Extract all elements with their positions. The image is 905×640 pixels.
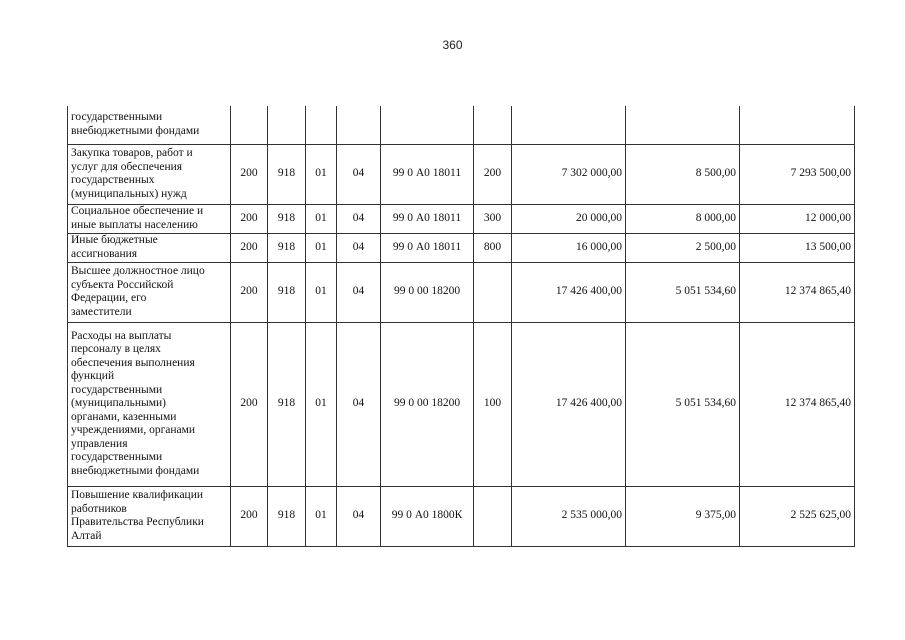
amount-remaining: 12 374 865,40 — [740, 322, 855, 486]
subsection-code: 04 — [337, 233, 381, 262]
section-code: 01 — [306, 204, 337, 233]
description-line: (муниципальных) нужд — [71, 187, 187, 200]
expense-type-code — [474, 262, 512, 322]
target-item-code: 99 0 А0 18011 — [381, 144, 474, 204]
amount-plan: 17 426 400,00 — [512, 322, 626, 486]
description-line: иные выплаты населению — [71, 218, 198, 231]
description-line: Федерации, его — [71, 292, 147, 304]
row-description — [68, 144, 231, 204]
subsection-code: 04 — [337, 322, 381, 486]
amount-executed: 5 051 534,60 — [626, 262, 740, 322]
row-description — [68, 106, 231, 144]
row-description — [68, 322, 231, 486]
amount-plan: 17 426 400,00 — [512, 262, 626, 322]
description-line: субъекта Российской — [71, 278, 174, 291]
ministry-code: 918 — [268, 322, 306, 486]
code-column: 200 — [231, 486, 268, 546]
row-description — [68, 233, 231, 262]
description-line: Социальное обеспечение и — [71, 205, 204, 217]
description-line: органами, казенными — [71, 410, 177, 423]
amount-plan: 2 535 000,00 — [512, 486, 626, 546]
table-row — [68, 322, 855, 486]
description-line: Закупка товаров, работ и — [71, 147, 193, 159]
ministry-code: 918 — [268, 486, 306, 546]
description-line: Алтай — [71, 529, 102, 542]
amount-remaining: 2 525 625,00 — [740, 486, 855, 546]
description-line: государственных — [71, 174, 155, 186]
description-line: (муниципальными) — [71, 397, 166, 410]
description-line: Правительства Республики — [71, 516, 204, 528]
page-number: 360 — [442, 38, 463, 52]
ministry-code: 918 — [268, 262, 306, 322]
amount-plan: 16 000,00 — [512, 233, 626, 262]
table-row — [68, 204, 855, 233]
table-row — [68, 106, 855, 144]
expense-type-code: 200 — [474, 144, 512, 204]
description-line: функций — [71, 370, 115, 383]
description-line: персоналу в целях — [71, 343, 161, 356]
expense-type-code — [474, 486, 512, 546]
ministry-code: 918 — [268, 144, 306, 204]
description-line: государственными — [71, 451, 163, 464]
amount-remaining: 13 500,00 — [740, 233, 855, 262]
table-body — [68, 106, 855, 546]
amount-executed: 5 051 534,60 — [626, 322, 740, 486]
description-line: обеспечения выполнения — [71, 356, 195, 369]
description-line: Высшее должностное лицо — [71, 265, 205, 277]
target-item-code: 99 0 00 18200 — [381, 262, 474, 322]
row-description — [68, 262, 231, 322]
amount-remaining: 12 000,00 — [740, 204, 855, 233]
description-line: работников — [71, 502, 127, 515]
section-code: 01 — [306, 322, 337, 486]
ministry-code — [268, 106, 306, 144]
subsection-code: 04 — [337, 486, 381, 546]
description-line: услуг для обеспечения — [71, 160, 183, 173]
row-description — [68, 486, 231, 546]
section-code: 01 — [306, 233, 337, 262]
expense-type-code: 300 — [474, 204, 512, 233]
subsection-code: 04 — [337, 204, 381, 233]
amount-plan: 20 000,00 — [512, 204, 626, 233]
target-item-code: 99 0 А0 18011 — [381, 233, 474, 262]
target-item-code: 99 0 00 18200 — [381, 322, 474, 486]
amount-plan: 7 302 000,00 — [512, 144, 626, 204]
amount-remaining: 7 293 500,00 — [740, 144, 855, 204]
target-item-code: 99 0 А0 1800К — [381, 486, 474, 546]
table-row — [68, 144, 855, 204]
code-column: 200 — [231, 204, 268, 233]
amount-executed — [626, 106, 740, 144]
amount-remaining — [740, 106, 855, 144]
amount-executed: 8 500,00 — [626, 144, 740, 204]
code-column — [231, 106, 268, 144]
code-column: 200 — [231, 233, 268, 262]
amount-remaining: 12 374 865,40 — [740, 262, 855, 322]
description-line: Расходы на выплаты — [71, 329, 172, 342]
description-line: управления — [71, 437, 128, 450]
budget-table — [67, 106, 855, 547]
description-line: ассигнования — [71, 247, 138, 260]
description-line: государственными — [71, 111, 163, 124]
table-row — [68, 262, 855, 322]
code-column: 200 — [231, 262, 268, 322]
ministry-code: 918 — [268, 204, 306, 233]
expense-type-code: 800 — [474, 233, 512, 262]
target-item-code — [381, 106, 474, 144]
code-column: 200 — [231, 322, 268, 486]
expense-type-code — [474, 106, 512, 144]
description-line: государственными — [71, 383, 163, 396]
amount-executed: 2 500,00 — [626, 233, 740, 262]
description-line: Иные бюджетные — [71, 234, 158, 246]
amount-executed: 9 375,00 — [626, 486, 740, 546]
description-line: учреждениями, органами — [71, 424, 196, 437]
description-line: заместители — [71, 305, 132, 318]
description-line: внебюджетными фондами — [71, 464, 200, 477]
subsection-code: 04 — [337, 262, 381, 322]
amount-plan — [512, 106, 626, 144]
description-line: внебюджетными фондами — [71, 124, 200, 137]
code-column: 200 — [231, 144, 268, 204]
section-code: 01 — [306, 486, 337, 546]
expense-type-code: 100 — [474, 322, 512, 486]
section-code: 01 — [306, 144, 337, 204]
section-code: 01 — [306, 262, 337, 322]
ministry-code: 918 — [268, 233, 306, 262]
section-code — [306, 106, 337, 144]
table-row — [68, 486, 855, 546]
table-row — [68, 233, 855, 262]
target-item-code: 99 0 А0 18011 — [381, 204, 474, 233]
subsection-code — [337, 106, 381, 144]
row-description — [68, 204, 231, 233]
description-line: Повышение квалификации — [71, 489, 204, 501]
amount-executed: 8 000,00 — [626, 204, 740, 233]
subsection-code: 04 — [337, 144, 381, 204]
